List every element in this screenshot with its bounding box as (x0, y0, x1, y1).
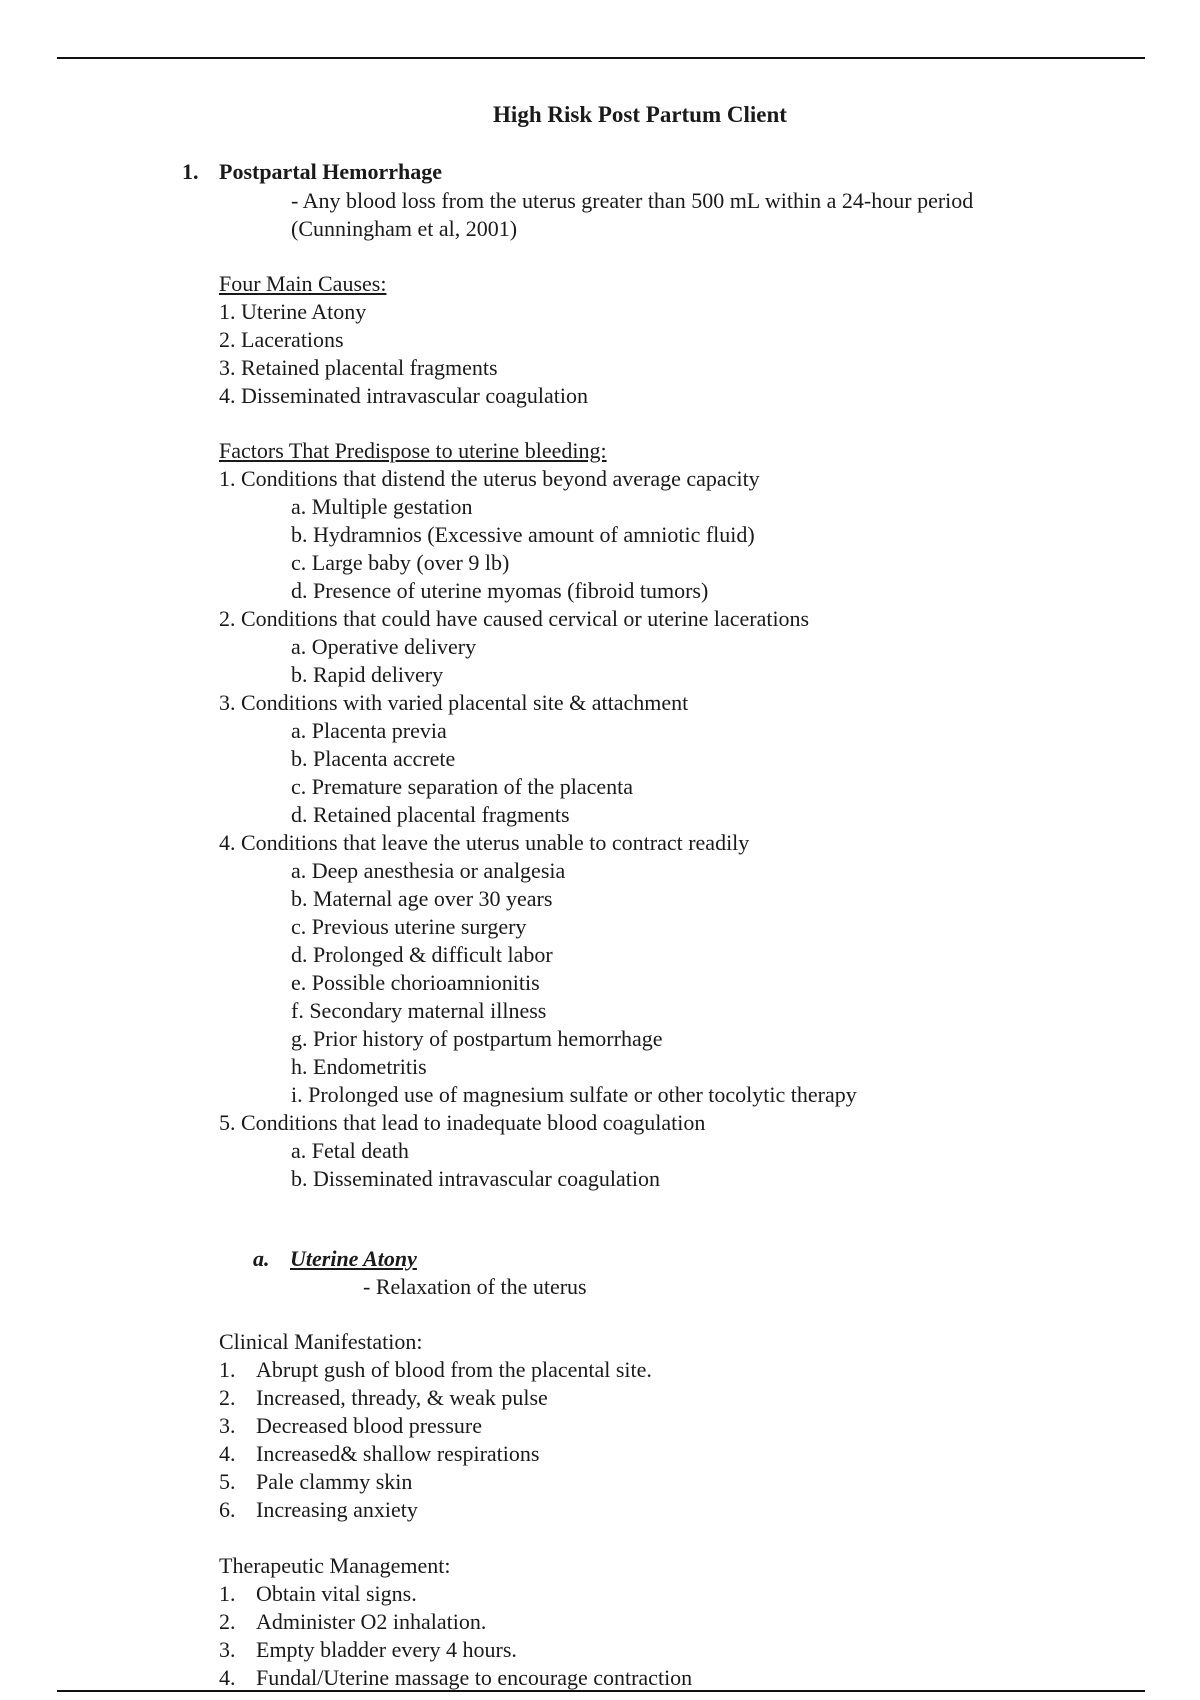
list-item (219, 1580, 692, 1608)
factor-sub: a. Deep anesthesia or analgesia (291, 858, 566, 883)
list-item (219, 1664, 692, 1690)
item-number: 6. (219, 1497, 236, 1522)
factors-heading: Factors That Predispose to uterine bleeding: (219, 438, 607, 463)
definition-line: (Cunningham et al, 2001) (291, 216, 518, 241)
definition-line: - Any blood loss from the uterus greater than 500 mL within a 24-hour period (291, 188, 974, 213)
management-heading: Therapeutic Management: (219, 1553, 451, 1578)
item-text: Obtain vital signs. (256, 1581, 417, 1606)
factor-sub: f. Secondary maternal illness (291, 998, 547, 1023)
section-title: Postpartal Hemorrhage (219, 159, 442, 184)
list-item (219, 1468, 652, 1496)
item-number: 2. (219, 1609, 236, 1634)
section-heading (182, 158, 442, 186)
list-item: 3. Retained placental fragments (219, 355, 498, 380)
item-number: 1. (219, 1357, 236, 1382)
subsection-heading (253, 1245, 417, 1273)
causes-list (219, 270, 588, 410)
item-text: Increased, thready, & weak pulse (256, 1385, 548, 1410)
list-item: 1. Uterine Atony (219, 299, 367, 324)
list-item (219, 1608, 692, 1636)
list-item (219, 1412, 652, 1440)
page-title: High Risk Post Partum Client (493, 102, 787, 127)
subsection-letter: a. (253, 1246, 270, 1271)
list-item: 4. Disseminated intravascular coagulation (219, 383, 588, 408)
item-number: 4. (219, 1441, 236, 1466)
section-number: 1. (182, 159, 199, 184)
factor-sub: a. Placenta previa (291, 718, 447, 743)
factor-sub: c. Premature separation of the placenta (291, 774, 634, 799)
factor-sub: h. Endometritis (291, 1054, 427, 1079)
factor-sub: a. Operative delivery (291, 634, 477, 659)
management-list (219, 1552, 692, 1690)
causes-heading: Four Main Causes: (219, 271, 387, 296)
factor-sub: c. Large baby (over 9 lb) (291, 550, 510, 575)
item-text: Pale clammy skin (256, 1469, 413, 1494)
factor-sub: i. Prolonged use of magnesium sulfate or other tocolytic therapy (291, 1082, 857, 1107)
factor-sub: b. Maternal age over 30 years (291, 886, 553, 911)
list-item (219, 1356, 652, 1384)
factor-sub: g. Prior history of postpartum hemorrhage (291, 1026, 663, 1051)
factor-group: 3. Conditions with varied placental site & attachment (219, 690, 689, 715)
item-number: 4. (219, 1665, 236, 1690)
item-text: Increased& shallow respirations (256, 1441, 540, 1466)
factor-group: 4. Conditions that leave the uterus unable to contract readily (219, 830, 750, 855)
list-item (219, 1440, 652, 1468)
item-text: Fundal/Uterine massage to encourage contraction (256, 1665, 693, 1690)
subsection-definition: - Relaxation of the uterus (363, 1274, 587, 1299)
factor-sub: c. Previous uterine surgery (291, 914, 527, 939)
item-text: Empty bladder every 4 hours. (256, 1637, 517, 1662)
definition (291, 187, 973, 243)
item-text: Decreased blood pressure (256, 1413, 483, 1438)
factor-sub: d. Retained placental fragments (291, 802, 570, 827)
factor-sub: d. Prolonged & difficult labor (291, 942, 553, 967)
factor-sub: a. Multiple gestation (291, 494, 473, 519)
bottom-rule (57, 1690, 1145, 1692)
item-text: Administer O2 inhalation. (256, 1609, 487, 1634)
list-item (219, 1384, 652, 1412)
item-number: 5. (219, 1469, 236, 1494)
factors-list (219, 437, 857, 1193)
factor-sub: a. Fetal death (291, 1138, 409, 1163)
factor-group: 5. Conditions that lead to inadequate blood coagulation (219, 1110, 706, 1135)
factor-group: 1. Conditions that distend the uterus beyond average capacity (219, 466, 760, 491)
list-item (219, 1636, 692, 1664)
factor-sub: b. Disseminated intravascular coagulation (291, 1166, 660, 1191)
list-item: 2. Lacerations (219, 327, 344, 352)
clinical-list (219, 1328, 652, 1524)
item-number: 2. (219, 1385, 236, 1410)
item-text: Abrupt gush of blood from the placental site. (256, 1357, 652, 1382)
factor-sub: e. Possible chorioamnionitis (291, 970, 540, 995)
item-number: 3. (219, 1637, 236, 1662)
list-item (219, 1496, 652, 1524)
factor-sub: b. Rapid delivery (291, 662, 444, 687)
item-number: 3. (219, 1413, 236, 1438)
factor-group: 2. Conditions that could have caused cervical or uterine lacerations (219, 606, 810, 631)
clinical-heading: Clinical Manifestation: (219, 1329, 423, 1354)
factor-sub: b. Hydramnios (Excessive amount of amniotic fluid) (291, 522, 755, 547)
factor-sub: b. Placenta accrete (291, 746, 456, 771)
subsection-title: Uterine Atony (290, 1246, 417, 1271)
item-number: 1. (219, 1581, 236, 1606)
item-text: Increasing anxiety (256, 1497, 418, 1522)
factor-sub: d. Presence of uterine myomas (fibroid tumors) (291, 578, 709, 603)
